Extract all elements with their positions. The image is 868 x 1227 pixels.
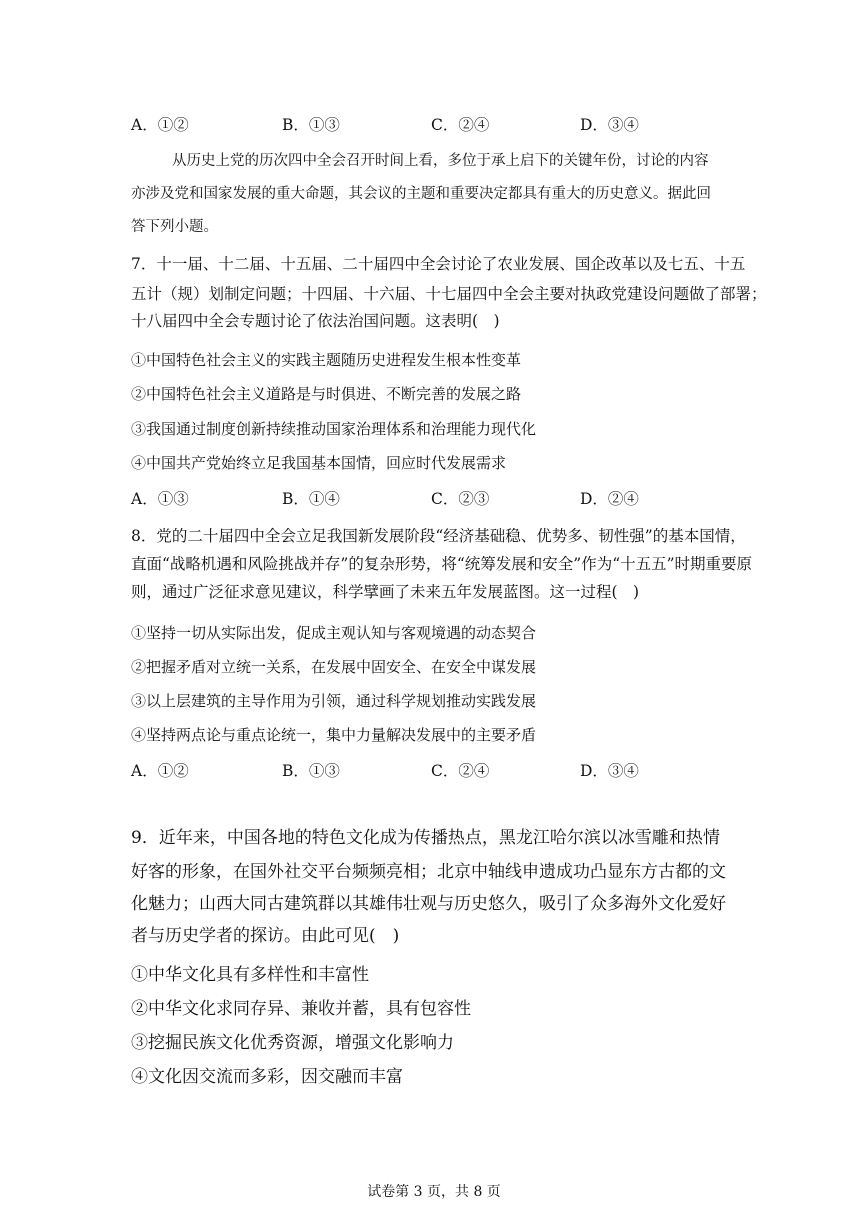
question-9-stem-line-2: 好客的形象，在国外社交平台频频亮相；北京中轴线申遗成功凸显东方古都的文 [131,862,726,882]
option-c: C．②③ [431,490,490,508]
passage-line-1: 从历史上党的历次四中全会召开时间上看，多位于承上启下的关键年份，讨论的内容 [172,153,709,169]
option-b: B．①③ [282,116,340,134]
answer-options-q8 [131,759,731,783]
option-b: B．①④ [282,490,340,508]
option-d: D．②④ [580,490,639,508]
page-footer: 试卷第 3 页，共 8 页 [367,1184,501,1200]
question-9-stem-line-4: 者与历史学者的探访。由此可见( ) [131,926,400,946]
option-a: A．①② [131,762,189,780]
passage-line-3: 答下列小题。 [131,219,218,235]
option-b: B．①③ [282,762,340,780]
question-8-stem-line-3: 则，通过广泛征求意见建议，科学擘画了未来五年发展蓝图。这一过程( ) [131,583,640,601]
question-7-statement-4: ④中国共产党始终立足我国基本国情，回应时代发展需求 [131,454,507,472]
option-c: C．②④ [431,762,490,780]
question-9-statement-2: ②中华文化求同存异、兼收并蓄，具有包容性 [131,999,471,1019]
answer-options-q6 [131,113,731,137]
question-8-statement-2: ②把握矛盾对立统一关系，在发展中固安全、在安全中谋发展 [131,658,537,676]
question-9-statement-1: ①中华文化具有多样性和丰富性 [131,965,369,985]
question-8-statement-3: ③以上层建筑的主导作用为引领，通过科学规划推动实践发展 [131,692,537,710]
question-9-statement-3: ③挖掘民族文化优秀资源，增强文化影响力 [131,1033,454,1053]
option-a: A．①② [131,116,189,134]
passage-line-2: 亦涉及党和国家发展的重大命题，其会议的主题和重要决定都具有重大的历史意义。据此回 [131,186,711,202]
question-7-stem-line-3: 十八届四中全会专题讨论了依法治国问题。这表明( ) [131,312,500,330]
option-d: D．③④ [580,762,639,780]
question-8-statement-4: ④坚持两点论与重点论统一，集中力量解决发展中的主要矛盾 [131,726,537,744]
question-7-stem-line-1: 7．十一届、十二届、十五届、二十届四中全会讨论了农业发展、国企改革以及七五、十五 [131,255,746,273]
question-9-statement-4: ④文化因交流而多彩，因交融而丰富 [131,1067,403,1087]
question-9-stem-line-1: 9．近年来，中国各地的特色文化成为传播热点，黑龙江哈尔滨以冰雪雕和热情 [131,828,720,848]
question-9-stem-line-3: 化魅力；山西大同古建筑群以其雄伟壮观与历史悠久，吸引了众多海外文化爱好 [131,894,726,914]
question-8-stem-line-1: 8．党的二十届四中全会立足我国新发展阶段“经济基础稳、优势多、韧性强”的基本国情， [131,527,746,545]
option-c: C．②④ [431,116,490,134]
question-7-statement-2: ②中国特色社会主义道路是与时俱进、不断完善的发展之路 [131,385,522,403]
question-8-stem-line-2: 直面“战略机遇和风险挑战并存”的复杂形势，将“统筹发展和安全”作为“十五五”时期重要原 [131,555,753,573]
question-8-statement-1: ①坚持一切从实际出发，促成主观认知与客观境遇的动态契合 [131,624,537,642]
answer-options-q7 [131,487,731,511]
question-7-statement-1: ①中国特色社会主义的实践主题随历史进程发生根本性变革 [131,351,522,369]
question-7-statement-3: ③我国通过制度创新持续推动国家治理体系和治理能力现代化 [131,420,537,438]
option-a: A．①③ [131,490,189,508]
option-d: D．③④ [580,116,639,134]
question-7-stem-line-2: 五计（规）划制定问题；十四届、十六届、十七届四中全会主要对执政党建设问题做了部署； [131,285,767,303]
